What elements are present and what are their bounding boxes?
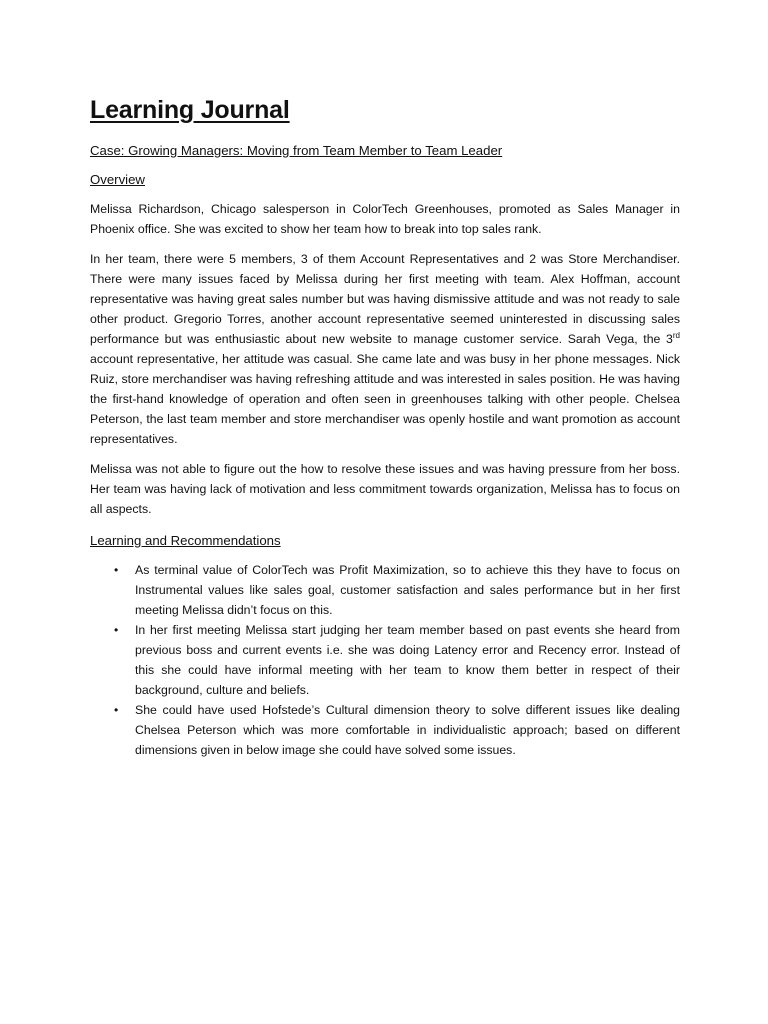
list-item	[90, 700, 680, 760]
ordinal-superscript: rd	[672, 330, 680, 340]
list-item-text: In her first meeting Melissa start judging her team member based on past events she heard from previous boss and current events i.e. she was doing Latency error and Recency error. Instead of this she could have informal meeting with her team to know them better in respect of their background, culture and beliefs.	[135, 623, 680, 697]
list-item	[90, 620, 680, 700]
overview-paragraph-2	[90, 249, 680, 449]
overview-heading: Overview	[90, 172, 145, 187]
list-item-text: She could have used Hofstede’s Cultural dimension theory to solve different issues like dealing Chelsea Peterson which was more comfortable in individualistic approach; based on different dimensions given in below image she could have solved some issues.	[135, 703, 680, 757]
paragraph-2-text-b: account representative, her attitude was casual. She came late and was busy in her phone messages. Nick Ruiz, store merchandiser was having refreshing attitude and was interested in sales position. He was having the first-hand knowledge of operation and often seen in greenhouses talking with other people. Chelsea Peterson, the last team member and store merchandiser was openly hostile and want promotion as account representatives.	[90, 352, 680, 446]
bullet-icon: •	[114, 563, 119, 577]
recommendations-list	[90, 560, 680, 760]
bullet-icon: •	[114, 623, 119, 637]
case-title: Case: Growing Managers: Moving from Team Member to Team Leader	[90, 143, 503, 158]
document-body	[90, 96, 680, 760]
bullet-icon: •	[114, 703, 119, 717]
list-item-text: As terminal value of ColorTech was Profit Maximization, so to achieve this they have to focus on Instrumental values like sales goal, customer satisfaction and sales performance but in her first meeting Melissa didn’t focus on this.	[135, 563, 680, 617]
page-title: Learning Journal	[90, 96, 290, 124]
learning-heading: Learning and Recommendations	[90, 533, 281, 548]
list-item	[90, 560, 680, 620]
overview-paragraph-3: Melissa was not able to figure out the how to resolve these issues and was having pressure from her boss. Her team was having lack of motivation and less commitment towards organization, Melissa has to focus on all aspects.	[90, 462, 680, 516]
paragraph-2-text-a: In her team, there were 5 members, 3 of them Account Representatives and 2 was Store Merchandiser. There were many issues faced by Melissa during her first meeting with team. Alex Hoffman, account representative was having great sales number but was having dismissive attitude and was not ready to sale other product. Gregorio Torres, another account representative seemed uninterested in discussing sales performance but was enthusiastic about new website to manage customer service. Sarah Vega, the 3	[90, 252, 680, 346]
overview-paragraph-1: Melissa Richardson, Chicago salesperson in ColorTech Greenhouses, promoted as Sales Manager in Phoenix office. She was excited to show her team how to break into top sales rank.	[90, 202, 680, 236]
